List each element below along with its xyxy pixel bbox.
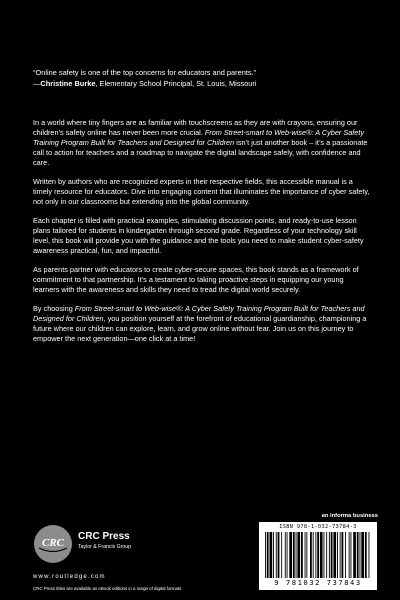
barcode-bar	[265, 532, 266, 578]
ebook-note: CRC Press titles are available as eBook editions in a range of digital formats	[33, 586, 182, 591]
website-link[interactable]: www.routledge.com	[33, 574, 106, 580]
barcode-bar	[333, 532, 336, 578]
blurb-paragraph	[33, 265, 371, 295]
barcode-bar	[340, 532, 341, 578]
paragraph-text: By choosing	[33, 303, 75, 313]
paragraph-text: Each chapter is filled with practical examples, stimulating discussion points, and ready-to-use lesson plans tailored for students in kindergarten through second grade. Regardless of your technology skill level, this book will provide you with the guidance and the tools you need to make student cyber-safety awareness practical, fun, and impactful.	[33, 215, 364, 256]
quote-author: Christine Burke	[40, 78, 96, 88]
barcode-bar	[365, 532, 367, 578]
barcode-bar	[281, 532, 282, 578]
blurb-paragraph	[33, 216, 371, 256]
quote-attribution	[33, 79, 363, 90]
barcode-bar	[276, 532, 277, 578]
quote-dash: —	[33, 78, 41, 88]
barcode-bar	[296, 532, 297, 578]
informa-business-label: an informa business	[321, 513, 378, 519]
barcode-bar	[305, 532, 306, 578]
barcode-bar	[310, 532, 312, 578]
barcode-bar	[331, 532, 333, 578]
barcode-bar	[289, 532, 292, 578]
barcode-bar	[313, 532, 314, 578]
book-title-italic: From Street-smart to Web-wise®: A Cyber Safety Training Program Built for Teachers and Designed for Children	[33, 128, 365, 148]
barcode-bar	[337, 532, 338, 578]
blurb-paragraph	[33, 304, 371, 344]
barcode-bar	[320, 532, 323, 578]
barcode-bar	[287, 532, 288, 578]
barcode-bar	[317, 532, 319, 578]
barcode-bar	[361, 532, 364, 578]
barcode-bar	[297, 532, 300, 578]
barcode-bar	[351, 532, 352, 578]
paragraph-text: you position yourself at the forefront of educational guardianship, championing a future where our children can explore, learn, and grow online without fear. Join us on this journey to empower the next generation—one click at a time!	[33, 313, 367, 344]
barcode-bar	[278, 532, 280, 578]
barcode-bar	[357, 532, 359, 578]
barcode-bar	[369, 532, 370, 578]
barcode-bars	[263, 532, 373, 578]
barcode-bar	[273, 532, 274, 578]
endorsement-quote	[33, 68, 363, 89]
isbn-barcode	[259, 522, 377, 590]
blurb-paragraph	[33, 118, 371, 168]
paragraph-text: isn’t just another book – it’s a passionate call to action for teachers and a roadmap to navigate the digital landscape safely, with confidence and care.	[33, 138, 368, 168]
paragraph-text: Written by authors who are recognized experts in their respective fields, this accessible manual is a timely resource for educators. Dive into engaging content that illuminates the importance of cyber safety, not only in our classrooms but extending into the global community.	[33, 177, 370, 207]
paragraph-text: In a world where tiny fingers are as familiar with touchscreens as they are with crayons, ensuring our children’s safety online has never been more crucial.	[33, 118, 358, 138]
barcode-bar	[285, 532, 286, 578]
barcode-bar	[345, 532, 346, 578]
barcode-bar	[360, 532, 361, 578]
publisher-name: CRC Press	[78, 531, 130, 542]
barcode-bar	[306, 532, 307, 578]
barcode-bar	[342, 532, 344, 578]
barcode-bar	[324, 532, 325, 578]
blurb	[33, 118, 371, 353]
barcode-bar	[349, 532, 350, 578]
barcode-bar	[326, 532, 327, 578]
barcode-bar	[315, 532, 316, 578]
book-title-italic: From Street-smart to Web-wise®: A Cyber Safety Training Program Built for Teachers and Designed for Children,	[33, 303, 365, 323]
quote-affiliation: , Elementary School Principal, St. Louis, Missouri	[95, 78, 257, 88]
barcode-bar	[353, 532, 356, 578]
barcode-bar	[293, 532, 295, 578]
quote-text: “Online safety is one of the top concerns for educators and parents.”	[33, 68, 257, 77]
logo-text: CRC	[41, 537, 65, 549]
blurb-paragraph	[33, 177, 371, 207]
paragraph-text: As parents partner with educators to create cyber-secure spaces, this book stands as a framework of commitment to that partnership. It’s a testament to taking proactive steps in equipping our young learners with the awareness and skills they need to tread the digital world securely.	[33, 264, 359, 295]
publisher-group: Taylor & Francis Group	[78, 544, 132, 550]
isbn-text: ISBN 978-1-032-73784-3	[279, 524, 357, 530]
barcode-bar	[301, 532, 303, 578]
barcode-bar	[270, 532, 273, 578]
barcode-bar	[267, 532, 269, 578]
crc-press-logo-icon	[33, 524, 73, 564]
barcode-digits: 9 781032 737843	[274, 578, 362, 587]
barcode-bar	[329, 532, 330, 578]
